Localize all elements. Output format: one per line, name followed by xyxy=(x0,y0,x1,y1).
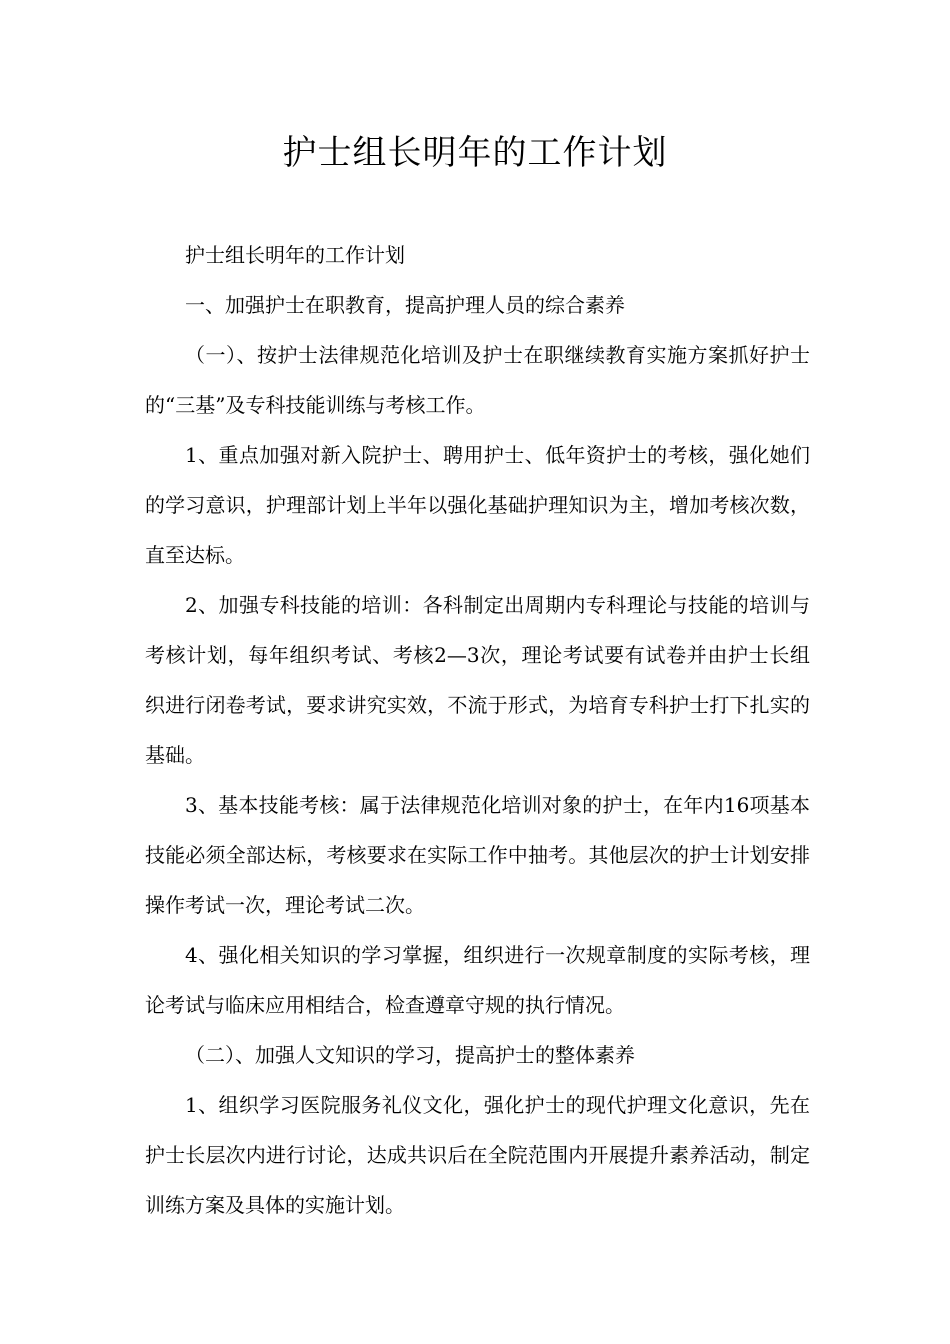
paragraph-subsection-1-heading: （一）、按护士法律规范化培训及护士在职继续教育实施方案抓好护士的“三基”及专科技能训练与考核工作。 xyxy=(145,343,810,417)
paragraph-subtitle: 护士组长明年的工作计划 xyxy=(185,243,405,267)
paragraph-item-2: 2、加强专科技能的培训：各科制定出周期内专科理论与技能的培训与考核计划，每年组织考试、考核2—3次，理论考试要有试卷并由护士长组织进行闭卷考试，要求讲究实效，不流于形式，为培育专科护士打下扎实的基础。 xyxy=(145,593,810,767)
document-body xyxy=(145,230,810,1230)
paragraph-subsection-2-heading: （二）、加强人文知识的学习，提高护士的整体素养 xyxy=(185,1043,635,1067)
paragraph-subsection-2-item-1: 1、组织学习医院服务礼仪文化，强化护士的现代护理文化意识，先在护士长层次内进行讨论，达成共识后在全院范围内开展提升素养活动，制定训练方案及具体的实施计划。 xyxy=(145,1093,810,1217)
paragraph-item-1: 1、重点加强对新入院护士、聘用护士、低年资护士的考核，强化她们的学习意识，护理部计划上半年以强化基础护理知识为主，增加考核次数，直至达标。 xyxy=(145,443,810,567)
paragraph-item-3: 3、基本技能考核：属于法律规范化培训对象的护士，在年内16项基本技能必须全部达标，考核要求在实际工作中抽考。其他层次的护士计划安排操作考试一次，理论考试二次。 xyxy=(145,793,810,917)
paragraph-item-4: 4、强化相关知识的学习掌握，组织进行一次规章制度的实际考核，理论考试与临床应用相结合，检查遵章守规的执行情况。 xyxy=(145,943,810,1017)
paragraph-section-1-heading: 一、加强护士在职教育，提高护理人员的综合素养 xyxy=(185,293,625,317)
document-title: 护士组长明年的工作计划 xyxy=(282,133,668,173)
